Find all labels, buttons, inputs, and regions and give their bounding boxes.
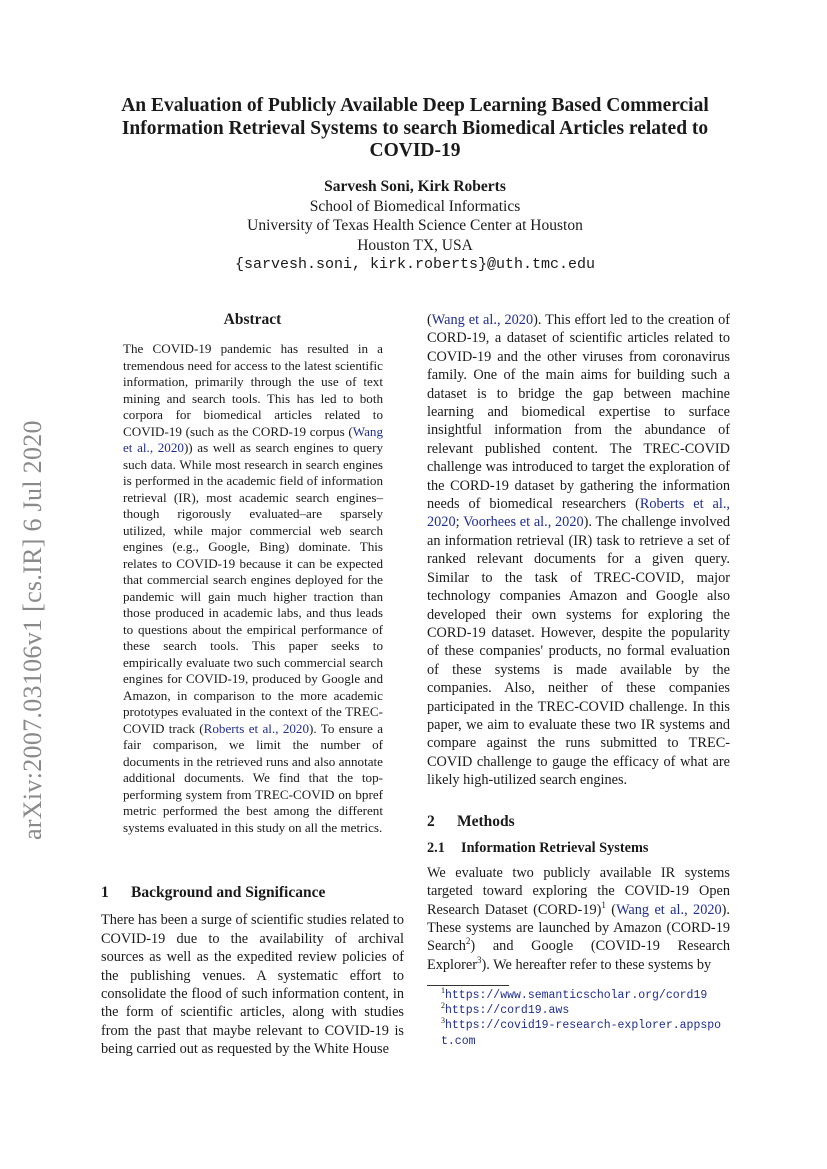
- citation-link[interactable]: Voorhees et al., 2020: [463, 514, 584, 531]
- affiliation-school: School of Biomedical Informatics: [309, 197, 521, 215]
- citation-link[interactable]: Wang et al., 2020: [431, 312, 534, 328]
- paragraph: There has been a surge of scientific studies related to COVID-19 due to the availability of archival sources as well as the expedited review policies of the publishing venues. A systematic effort to consolidate the flood of such information content, in the form of scientific articles, along with studies from the past that maybe relevant to COVID-19 is being carried out as requested by the White House: [101, 912, 404, 1058]
- footnotes: [427, 988, 730, 1049]
- citation-link[interactable]: Roberts et al., 2020: [427, 496, 730, 531]
- affiliation-university: University of Texas Health Science Center at Houston: [247, 217, 583, 234]
- paragraph: We evaluate two publicly available IR systems targeted toward exploring the COVID-19 Open Research Dataset (CORD-19)$^1$ (Wang et al., 2020). These systems are launched by Amazon (CORD-19 Search$^2$) and Google (COVID-19 Research Explorer$^3$). We hereafter refer to these systems by: [427, 864, 730, 973]
- section-heading: 1 Background and Significance: [101, 884, 326, 901]
- footnote-divider: [427, 985, 509, 986]
- section-heading: 2 Methods: [427, 813, 515, 830]
- footnote-link[interactable]: https://cord19.aws: [445, 1004, 570, 1018]
- footnote-marker[interactable]: 2: [465, 936, 471, 947]
- author-names: Sarvesh Soni, Kirk Roberts: [324, 178, 506, 195]
- author-email: {sarvesh.soni, kirk.roberts}@uth.tmc.edu: [234, 256, 596, 273]
- paragraph: (Wang et al., 2020). This effort led to the creation of CORD-19, a dataset of scientific articles related to COVID-19 and the other viruses from coronavirus family. One of the main aims for building such a dataset is to bridge the gap between machine learning and biomedical expertise to surface insightful information from the abundance of relevant published content. The TREC-COVID challenge was introduced to target the exploration of the CORD-19 dataset by gathering the information needs of biomedical researchers (Roberts et al., 2020; Voorhees et al., 2020). The challenge involved an information retrieval (IR) task to retrieve a set of ranked relevant documents for a given query. Similar to the task of TREC-COVID, major technology companies Amazon and Google also developed their own systems for exploring the CORD-19 dataset. However, despite the popularity of these companies' products, no formal evaluation of these systems is made available by the companies. Also, neither of these companies participated in the TREC-COVID challenge. In this paper, we aim to evaluate these two IR systems and compare against the runs submitted to TREC-COVID challenge to gauge the efficacy of what are likely high-utilized search engines.: [427, 312, 731, 789]
- footnote: $^3$https://covid19-research-explorer.appspot.com: [441, 1016, 722, 1048]
- footnote-link[interactable]: https://www.semanticscholar.org/cord19: [445, 989, 708, 1002]
- section-1: [101, 884, 404, 1059]
- paper-title: An Evaluation of Publicly Available Deep Learning Based Commercial Information Retrieval Systems to search Biomedical Articles related to COVID-19: [121, 95, 709, 161]
- footnote: $^2$https://cord19.aws: [441, 1001, 570, 1018]
- subsection-heading: 2.1 Information Retrieval Systems: [427, 840, 649, 857]
- footnote-link[interactable]: https://covid19-research-explorer.appspot.com: [441, 1019, 722, 1048]
- footnote-marker[interactable]: 1: [601, 899, 606, 910]
- footnote-marker[interactable]: 3: [477, 955, 482, 966]
- author-block: [90, 177, 740, 275]
- footnote: $^1$https://www.semanticscholar.org/cord19: [441, 986, 708, 1002]
- citation-link[interactable]: Roberts et al., 2020: [203, 720, 310, 736]
- citation-link[interactable]: Wang et al., 2020: [123, 423, 383, 455]
- abstract-body: The COVID-19 pandemic has resulted in a tremendous need for access to the latest scientific information, primarily through the use of text mining and search tools. This has led to both corpora for biomedical articles related to COVID-19 (such as the CORD-19 corpus (Wang et al., 2020)) as well as search engines to query such data. While most research in search engines is performed in the academic field of information retrieval (IR), most academic search engines–though rigorously evaluated–are sparsely utilized, while major commercial web search engines (e.g., Google, Bing) dominate. This relates to COVID-19 because it can be expected that commercial search engines deployed for the pandemic will gain much higher traction than those produced in academic labs, and thus leads to questions about the empirical performance of these search tools. This paper seeks to empirically evaluate two such commercial search engines for COVID-19, produced by Google and Amazon, in comparison to the more academic prototypes evaluated in the context of the TREC-COVID track (Roberts et al., 2020). To ensure a fair comparison, we limit the number of documents in the retrieved runs and also annotate additional documents. We find that the top-performing system from TREC-COVID on bpref metric performed the best among the different systems evaluated in this study on all the metrics.: [123, 341, 384, 835]
- abstract-heading: Abstract: [223, 311, 282, 328]
- citation-link[interactable]: Wang et al., 2020: [616, 901, 722, 918]
- section-2: [427, 813, 730, 974]
- arxiv-stamp: arXiv:2007.03106v1 [cs.IR] 6 Jul 2020: [18, 420, 47, 840]
- affiliation-location: Houston TX, USA: [357, 236, 473, 254]
- section-1-continued: [427, 311, 730, 790]
